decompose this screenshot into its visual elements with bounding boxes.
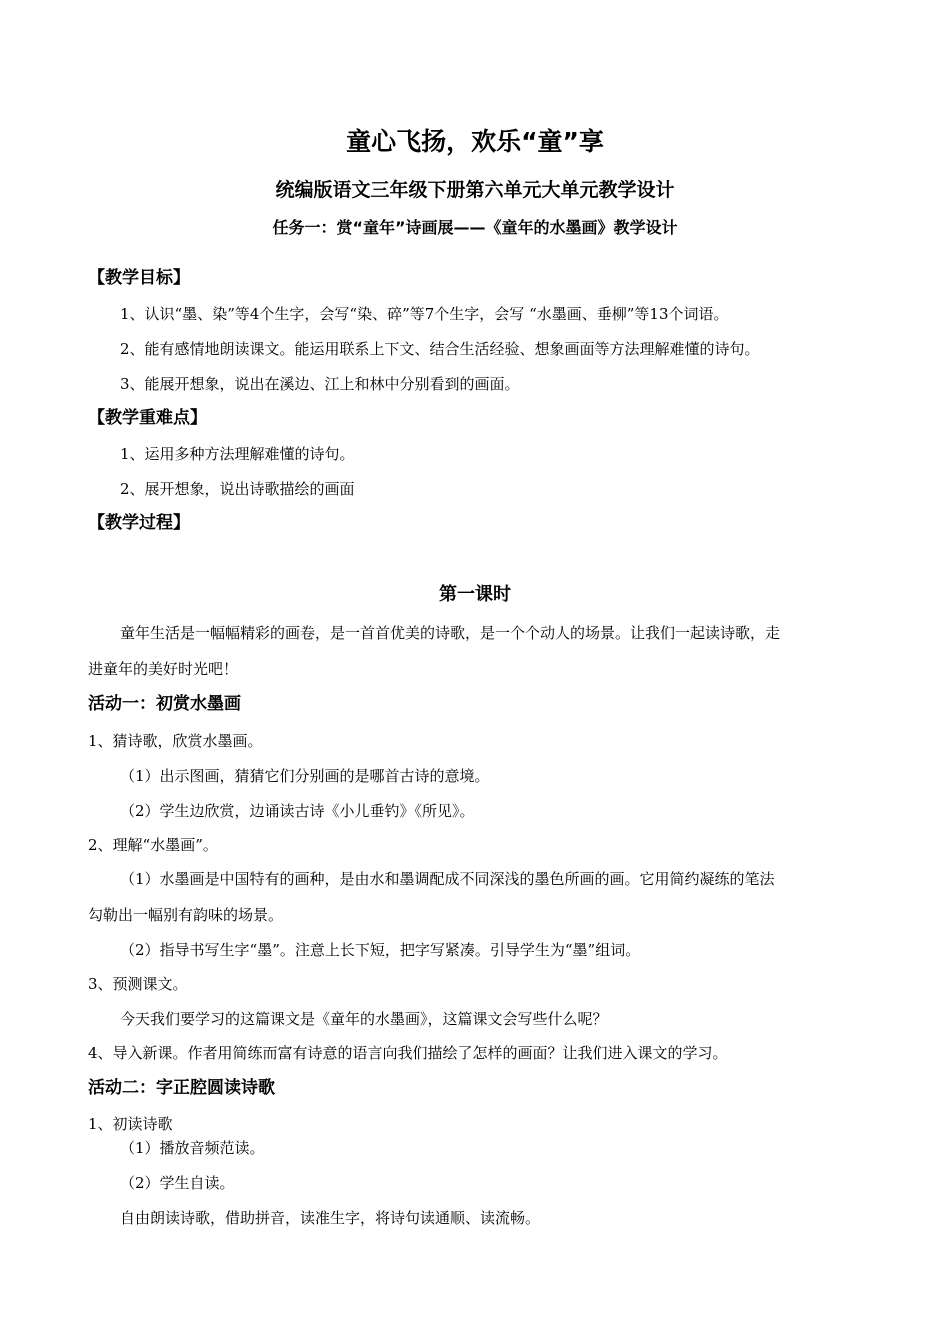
goals-heading: 【教学目标】 xyxy=(88,268,190,288)
document-title: 童心飞扬，欢乐“童”享 xyxy=(346,127,604,156)
task-title: 任务一：赏“童年”诗画展——《童年的水墨画》教学设计 xyxy=(272,218,678,237)
intro-paragraph-continued: 进童年的美好时光吧！ xyxy=(88,660,239,678)
activity-step: 3、预测课文。 xyxy=(88,975,188,993)
activity-substep-continued: 勾勒出一幅别有韵味的场景。 xyxy=(88,906,284,924)
activity-substep: （1）出示图画，猜猜它们分别画的是哪首古诗的意境。 xyxy=(120,767,490,785)
activity-substep: （2）学生边欣赏，边诵读古诗《小儿垂钓》《所见》。 xyxy=(120,802,475,820)
activity-text: 今天我们要学习的这篇课文是《童年的水墨画》，这篇课文会写些什么呢？ xyxy=(120,1010,608,1028)
activity-one-heading: 活动一：初赏水墨画 xyxy=(88,694,241,714)
activity-step: 1、猜诗歌，欣赏水墨画。 xyxy=(88,732,263,750)
activity-step: 1、初读诗歌 xyxy=(88,1115,173,1133)
intro-paragraph: 童年生活是一幅幅精彩的画卷，是一首首优美的诗歌，是一个个动人的场景。让我们一起读诗歌，走 xyxy=(120,624,781,642)
activity-substep: （2）指导书写生字“墨”。注意上长下短，把字写紧凑。引导学生为“墨”组词。 xyxy=(120,941,641,959)
goal-item: 3、能展开想象，说出在溪边、江上和林中分别看到的画面。 xyxy=(120,375,520,393)
key-point-item: 1、运用多种方法理解难懂的诗句。 xyxy=(120,445,355,463)
key-point-item: 2、展开想象，说出诗歌描绘的画面 xyxy=(120,480,355,498)
process-heading: 【教学过程】 xyxy=(88,513,190,533)
activity-substep: （1）播放音频范读。 xyxy=(120,1139,265,1157)
activity-step: 4、导入新课。作者用简练而富有诗意的语言向我们描绘了怎样的画面？让我们进入课文的学习。 xyxy=(88,1044,728,1062)
activity-two-heading: 活动二：字正腔圆读诗歌 xyxy=(88,1078,275,1098)
lesson-title: 第一课时 xyxy=(439,584,511,605)
activity-substep: （1）水墨画是中国特有的画种，是由水和墨调配成不同深浅的墨色所画的画。它用简约凝练的笔法 xyxy=(120,870,775,888)
goal-item: 2、能有感情地朗读课文。能运用联系上下文、结合生活经验、想象画面等方法理解难懂的诗句。 xyxy=(120,340,760,358)
activity-text: 自由朗读诗歌，借助拼音，读准生字，将诗句读通顺、读流畅。 xyxy=(120,1209,541,1227)
document-subtitle: 统编版语文三年级下册第六单元大单元教学设计 xyxy=(275,179,675,201)
key-points-heading: 【教学重难点】 xyxy=(88,408,207,428)
goal-item: 1、认识“墨、染”等4个生字，会写“染、碎”等7个生字，会写 “水墨画、垂柳”等13个词语。 xyxy=(120,305,729,323)
activity-step: 2、理解“水墨画”。 xyxy=(88,836,218,854)
activity-substep: （2）学生自读。 xyxy=(120,1174,235,1192)
